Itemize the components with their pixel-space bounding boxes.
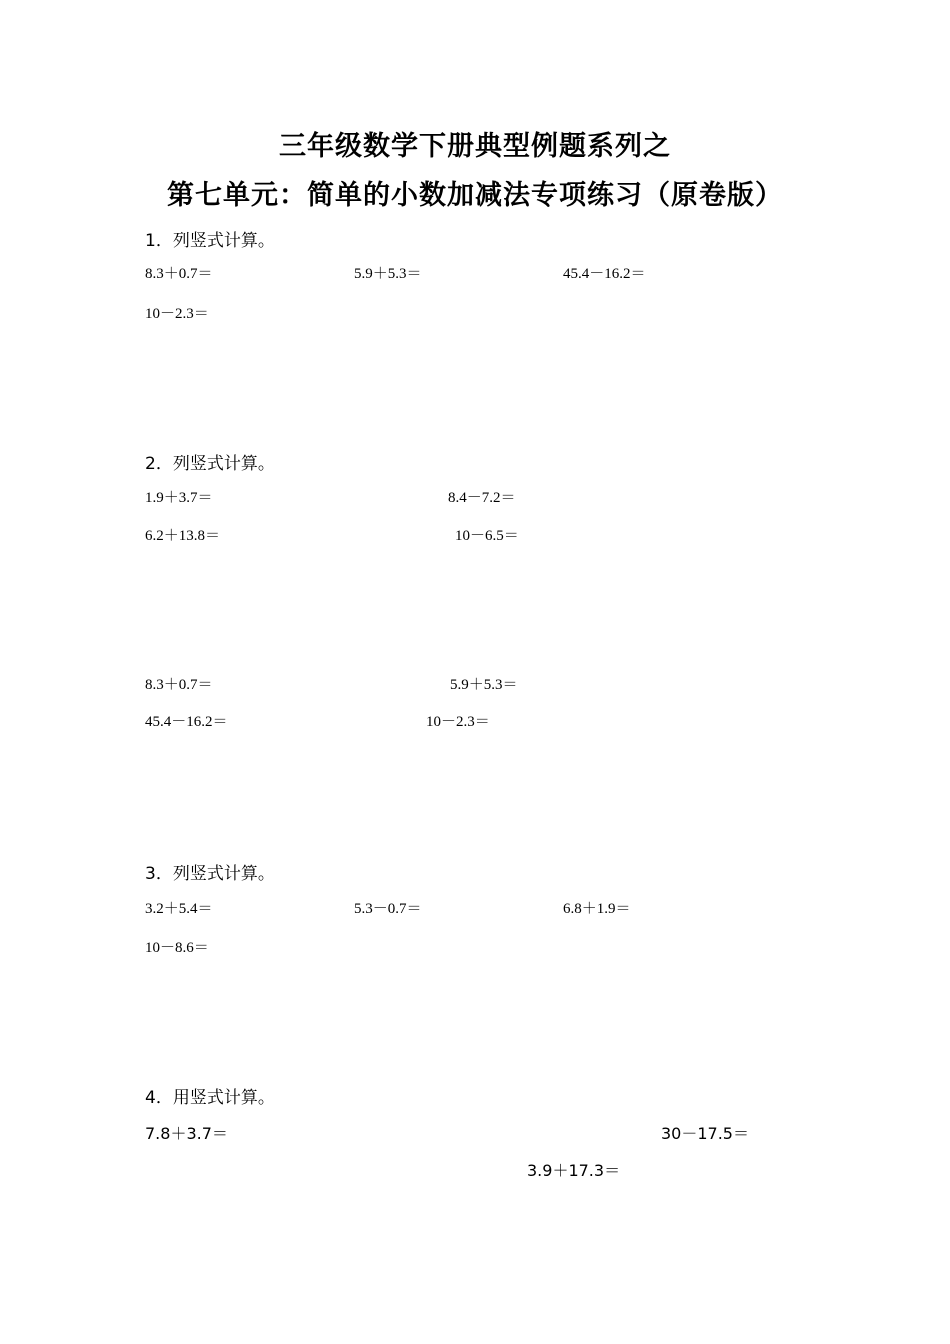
- expression: 45.4－16.2＝: [145, 714, 228, 730]
- page-title-line2: 第七单元：简单的小数加减法专项练习（原卷版）: [167, 180, 783, 211]
- expression: 10－2.3＝: [145, 306, 209, 322]
- expression: 3.9＋17.3＝: [527, 1161, 621, 1180]
- expression: 5.9＋5.3＝: [354, 266, 422, 282]
- expression: 3.2＋5.4＝: [145, 901, 213, 917]
- expression: 7.8＋3.7＝: [145, 1124, 228, 1143]
- expression: 5.9＋5.3＝: [450, 677, 518, 693]
- question-2-label: 2．列竖式计算。: [145, 454, 275, 474]
- expression: 45.4－16.2＝: [563, 266, 646, 282]
- expression: 30－17.5＝: [661, 1124, 749, 1143]
- expression: 10－2.3＝: [426, 714, 490, 730]
- expression: 10－6.5＝: [455, 528, 519, 544]
- expression: 8.3＋0.7＝: [145, 677, 213, 693]
- page-title-line1: 三年级数学下册典型例题系列之: [279, 131, 671, 162]
- expression: 6.8＋1.9＝: [563, 901, 631, 917]
- question-1-label: 1．列竖式计算。: [145, 231, 275, 251]
- question-4-label: 4．用竖式计算。: [145, 1088, 275, 1108]
- expression: 8.4－7.2＝: [448, 490, 516, 506]
- expression: 8.3＋0.7＝: [145, 266, 213, 282]
- expression: 6.2＋13.8＝: [145, 528, 221, 544]
- expression: 5.3－0.7＝: [354, 901, 422, 917]
- expression: 10－8.6＝: [145, 940, 209, 956]
- expression: 1.9＋3.7＝: [145, 490, 213, 506]
- question-3-label: 3．列竖式计算。: [145, 864, 275, 884]
